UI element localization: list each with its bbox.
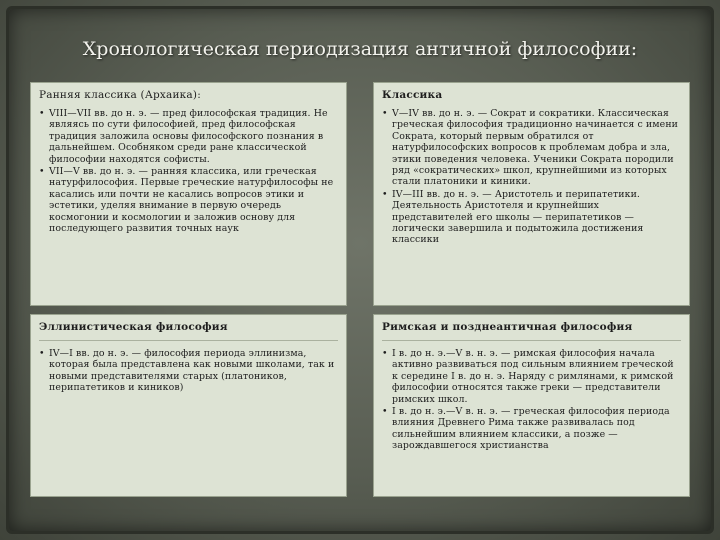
bullet-icon: • xyxy=(382,108,388,119)
panel-divider xyxy=(39,340,338,341)
list-item xyxy=(39,108,338,165)
list-item-text: V—IV вв. до н. э. — Сократ и сократики. Классическая греческая философия традиционно начинается с имени Сократа, который первым обратился от натурфилософских вопросов к проблемам добра и зла, этики поведения человека. Ученики Сократа породили ряд «сократических» школ, крупнейшими из которых стали платоники и киники. xyxy=(392,108,679,188)
bullet-icon: • xyxy=(382,188,388,200)
slide-title: Хронологическая периодизация античной философии: xyxy=(82,38,638,60)
panel-early-classic xyxy=(30,82,347,306)
bullet-icon: • xyxy=(382,406,388,418)
list-item xyxy=(382,189,681,246)
bullet-icon: • xyxy=(39,348,45,359)
panel-classic xyxy=(373,82,690,306)
list-item xyxy=(39,166,338,234)
list-item-text: VII—V вв. до н. э. — ранняя классика, или греческая натурфилософия. Первые греческие натурфилософы не касались или почти не касались вопросов этики и эстетики, уделяя внимание в первую очередь космогонии и космологии и заложив основу для последующего развития точных наук xyxy=(49,166,334,235)
bullet-icon: • xyxy=(39,108,45,119)
list-item-text: IV—III вв. до н. э. — Аристотель и перипатетики. Деятельность Аристотеля и крупнейших представителей его школы — перипатетиков — логически завершила и подытожила достижения классики xyxy=(392,188,644,246)
panel-list xyxy=(39,108,338,234)
panel-heading: Ранняя классика (Архаика): xyxy=(39,89,201,101)
panel-hellenistic xyxy=(30,314,347,497)
bullet-icon: • xyxy=(382,348,388,359)
panel-divider xyxy=(382,340,681,341)
list-item-text: VIII—VII вв. до н. э. — пред философская традиция. Не являясь по сути философией, пред философская традиция заложила основы философского познания в дальнейшем. Особняком среди ране классической философии находятся софисты. xyxy=(49,108,328,165)
panel-heading: Классика xyxy=(382,89,443,101)
list-item-text: I в. до н. э.—V в. н. э. — римская философия начала активно развиваться под сильным влиянием греческой к середине I в. до н. э. Наряду с римлянами, к римской философии относятся также греки — представители римских школ. xyxy=(392,348,674,405)
list-item-text: I в. до н. э.—V в. н. э. — греческая философия периода влияния Древнего Рима также развивалась под сильнейшим влиянием классики, а позже — зарождавшегося христианства xyxy=(392,406,670,452)
panel-list xyxy=(382,348,681,452)
list-item xyxy=(382,348,681,405)
panel-heading: Римская и позднеантичная философия xyxy=(382,321,633,333)
content-grid xyxy=(30,82,690,497)
panel-heading: Эллинистическая философия xyxy=(39,321,228,333)
panel-list xyxy=(382,108,681,246)
list-item xyxy=(382,108,681,188)
list-item xyxy=(39,348,338,394)
panel-list xyxy=(39,348,338,394)
panel-roman xyxy=(373,314,690,497)
list-item-text: IV—I вв. до н. э. — философия периода эллинизма, которая была представлена как новыми школами, так и новыми представителями старых (платоников, перипатетиков и киников) xyxy=(49,348,335,394)
list-item xyxy=(382,406,681,452)
bullet-icon: • xyxy=(39,166,45,178)
